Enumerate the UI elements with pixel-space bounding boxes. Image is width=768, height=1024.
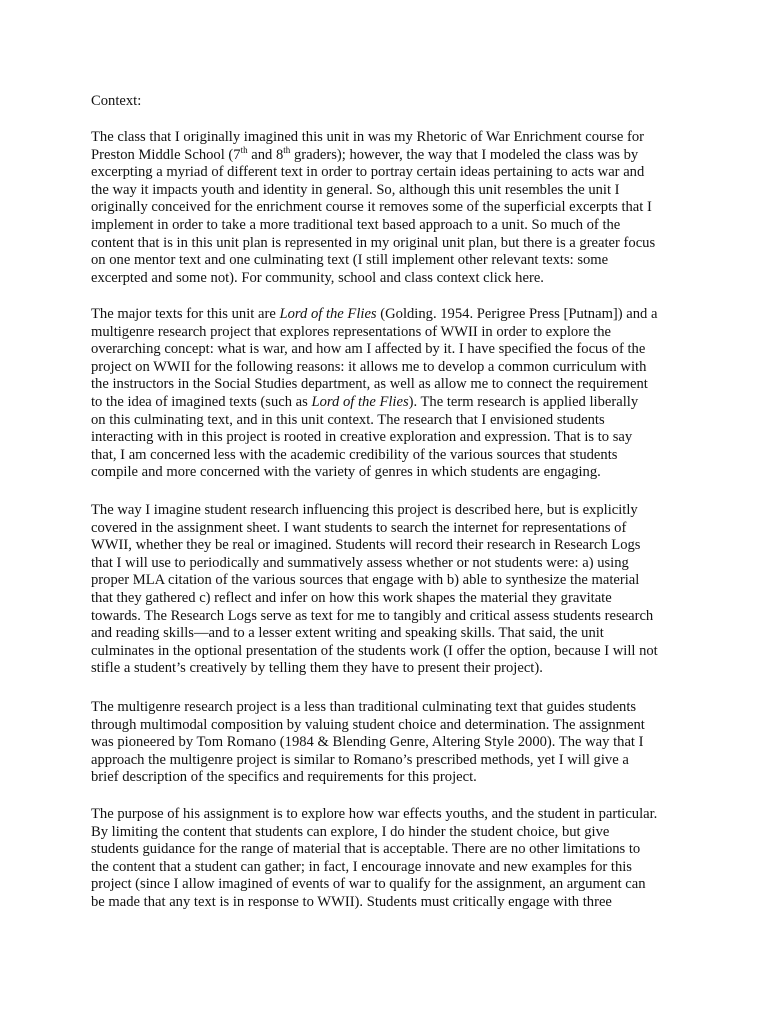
text-line: multigenre research project that explores representations of WWII in order to explore the (91, 323, 612, 340)
text-line: to the idea of imagined texts (such as Lord of the Flies). The term research is applied liberally (91, 393, 639, 410)
paragraph-class-origin (91, 129, 691, 287)
text-line: approach the multigenre project is similar to Romano’s prescribed methods, yet I will give a (91, 751, 629, 768)
text-line: and reading skills—and to a lesser extent writing and speaking skills. That said, the unit (91, 625, 604, 642)
ordinal-superscript: th (240, 144, 248, 155)
text-line: that I will use to periodically and summatively assess whether or not students were: a) using (91, 554, 629, 571)
book-title: Lord of the Flies (279, 306, 377, 322)
text-line: content that is in this unit plan is represented in my original unit plan, but there is a greater focus (91, 234, 656, 251)
paragraph-assignment-purpose (91, 806, 691, 912)
text-line: The way I imagine student research influencing this project is described here, but is explicitly (91, 502, 638, 518)
text-line: compile and more concerned with the variety of genres in which students are engaging. (91, 464, 601, 481)
text-line: proper MLA citation of the various sources that engage with b) able to synthesize the material (91, 572, 640, 589)
ordinal-superscript: th (283, 144, 291, 155)
text-line: The purpose of his assignment is to explore how war effects youths, and the student in particular. (91, 806, 658, 822)
text-line: through multimodal composition by valuing student choice and determination. The assignment (91, 716, 645, 733)
text-line: interacting with in this project is rooted in creative exploration and expression. That is to say (91, 429, 633, 446)
text-line: overarching concept: what is war, and how am I affected by it. I have specified the focus of the (91, 341, 646, 358)
paragraph-student-research (91, 502, 691, 678)
text-line: students guidance for the range of material that is acceptable. There are no other limitations to (91, 841, 641, 858)
text-line: be made that any text is in response to WWII). Students must critically engage with three (91, 893, 612, 910)
text-line: The multigenre research project is a less than traditional culminating text that guides students (91, 699, 637, 715)
text-line: implement in order to take a more traditional text based approach to a unit. So much of the (91, 216, 621, 233)
text-line: that, I am concerned less with the academic credibility of the various sources that students (91, 446, 618, 463)
text-line: that they gathered c) reflect and infer on how this work shapes the material they gravitate (91, 589, 612, 606)
text-line: project on WWII for the following reasons: it allows me to develop a common curriculum with (91, 358, 647, 375)
text-line: covered in the assignment sheet. I want students to search the internet for representations of (91, 519, 627, 536)
text-line: towards. The Research Logs serve as text for me to tangibly and critical assess students research (91, 607, 654, 624)
text-line: culminates in the optional presentation of the students work (I offer the option, because I will not (91, 642, 658, 659)
text-line: was pioneered by Tom Romano (1984 & Blending Genre, Altering Style 2000). The way that I (91, 734, 644, 751)
book-title: Lord of the Flies (311, 393, 409, 410)
text-line: the way it impacts youth and identity in general. So, although this unit resembles the unit I (91, 181, 620, 198)
context-heading (91, 93, 691, 111)
heading-text: Context: (91, 93, 142, 109)
text-line: originally conceived for the enrichment course it removes some of the superficial excerpts that I (91, 199, 652, 216)
text-line: the instructors in the Social Studies department, as well as allow me to connect the requirement (91, 376, 648, 393)
text-line: By limiting the content that students can explore, I do hinder the student choice, but give (91, 823, 610, 840)
text-line: Preston Middle School (7th and 8th graders); however, the way that I modeled the class was by (91, 144, 639, 163)
text-line: excerpted and some not). For community, school and class context click here. (91, 269, 544, 286)
text-line: project (since I allow imagined of events of war to qualify for the assignment, an argument can (91, 876, 646, 893)
text-line: on one mentor text and one culminating text (I still implement other relevant texts: some (91, 252, 609, 269)
text-line: stifle a student’s creatively by telling them they have to present their project). (91, 660, 543, 677)
text-line: on this culminating text, and in this unit context. The research that I envisioned students (91, 411, 605, 428)
text-line: brief description of the specifics and requirements for this project. (91, 769, 477, 786)
text-line: excerpting a myriad of different text in order to portray certain ideas pertaining to acts war and (91, 164, 645, 181)
paragraph-multigenre-project (91, 699, 691, 787)
text-line: The class that I originally imagined this unit in was my Rhetoric of War Enrichment course for (91, 129, 644, 145)
text-line: the content that a student can gather; in fact, I encourage innovate and new examples for this (91, 858, 632, 875)
text-line: WWII, whether they be real or imagined. Students will record their research in Research Logs (91, 537, 641, 554)
text-line: The major texts for this unit are Lord of the Flies (Golding. 1954. Perigree Press [Putnam]) and a (91, 306, 658, 322)
paragraph-major-texts (91, 306, 691, 482)
